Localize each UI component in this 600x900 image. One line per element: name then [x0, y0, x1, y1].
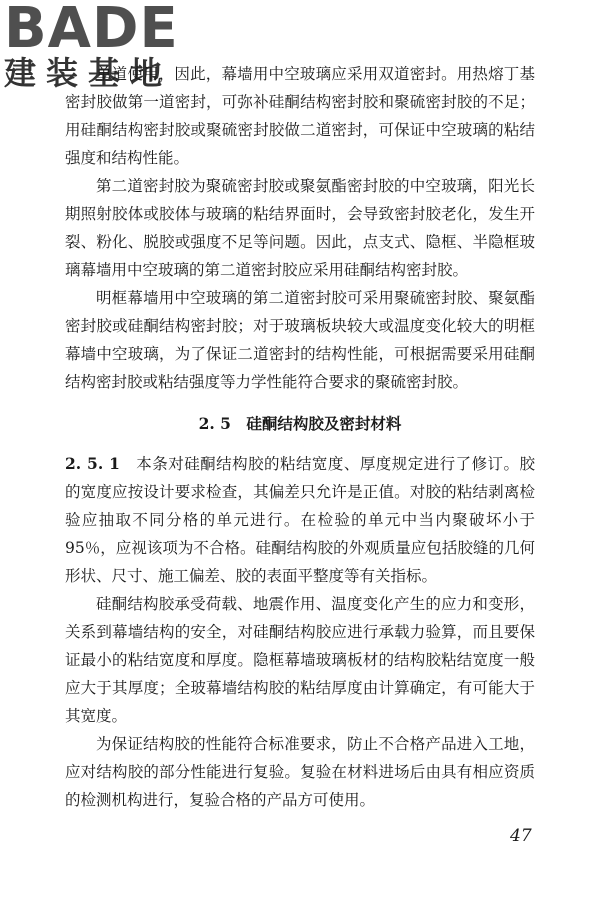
page-number: 47	[510, 826, 532, 846]
paragraph-framed-curtain-wall: 明框幕墙用中空玻璃的第二道密封胶可采用聚硫密封胶、聚氨酯密封胶或硅酮结构密封胶；对于玻璃板块较大或温度变化较大的明框幕墙中空玻璃，为了保证二道密封的结构性能，可根据需要采用硅酮结构密封胶或粘结强度等力学性能符合要求的聚硫密封胶。	[65, 289, 535, 391]
paragraph-second-seal: 第二道密封胶为聚硫密封胶或聚氨酯密封胶的中空玻璃，阳光长期照射胶体或胶体与玻璃的粘结界面时，会导致密封胶老化，发生开裂、粉化、脱胶或强度不足等问题。因此，点支式、隐框、半隐框玻璃幕墙用中空玻璃的第二道密封胶应采用硅酮结构密封胶。	[65, 177, 535, 279]
paragraph-recheck: 为保证结构胶的性能符合标准要求，防止不合格产品进入工地，应对结构胶的部分性能进行复验。复验在材料进场后由具有相应资质的检测机构进行，复验合格的产品方可使用。	[65, 735, 535, 809]
logo-wordmark: BADE	[4, 0, 179, 61]
section-heading: 2. 5 硅酮结构胶及密封材料	[198, 414, 402, 433]
clause-2-5-1	[65, 450, 535, 590]
clause-text: 本条对硅酮结构胶的粘结宽度、厚度规定进行了修订。胶的宽度应按设计要求检查，其偏差只允许是正值。对胶的粘结剥离检验应抽取不同分格的单元进行。在检验的单元中当内聚破坏小于 95％，应视该项为不合格。硅酮结构胶的外观质量应包括胶缝的几何形状、尺寸、施工偏差、胶的表面平整度等有关指标。	[65, 455, 535, 585]
document-body	[65, 60, 535, 814]
paragraph-double-seal: 单道使用，因此，幕墙用中空玻璃应采用双道密封。用热熔丁基密封胶做第一道密封，可弥补硅酮结构密封胶和聚硫密封胶的不足；用硅酮结构密封胶或聚硫密封胶做二道密封，可保证中空玻璃的粘结强度和结构性能。	[65, 65, 535, 167]
logo-chinese-text: 建装基地	[4, 54, 173, 92]
clause-number: 2. 5. 1	[65, 454, 120, 473]
paragraph-structural-sealant-load: 硅酮结构胶承受荷载、地震作用、温度变化产生的应力和变形，关系到幕墙结构的安全，对硅酮结构胶应进行承载力验算，而且要保证最小的粘结宽度和厚度。隐框幕墙玻璃板材的结构胶粘结宽度一般应大于其厚度；全玻幕墙结构胶的粘结厚度由计算确定，有可能大于其宽度。	[65, 595, 535, 725]
